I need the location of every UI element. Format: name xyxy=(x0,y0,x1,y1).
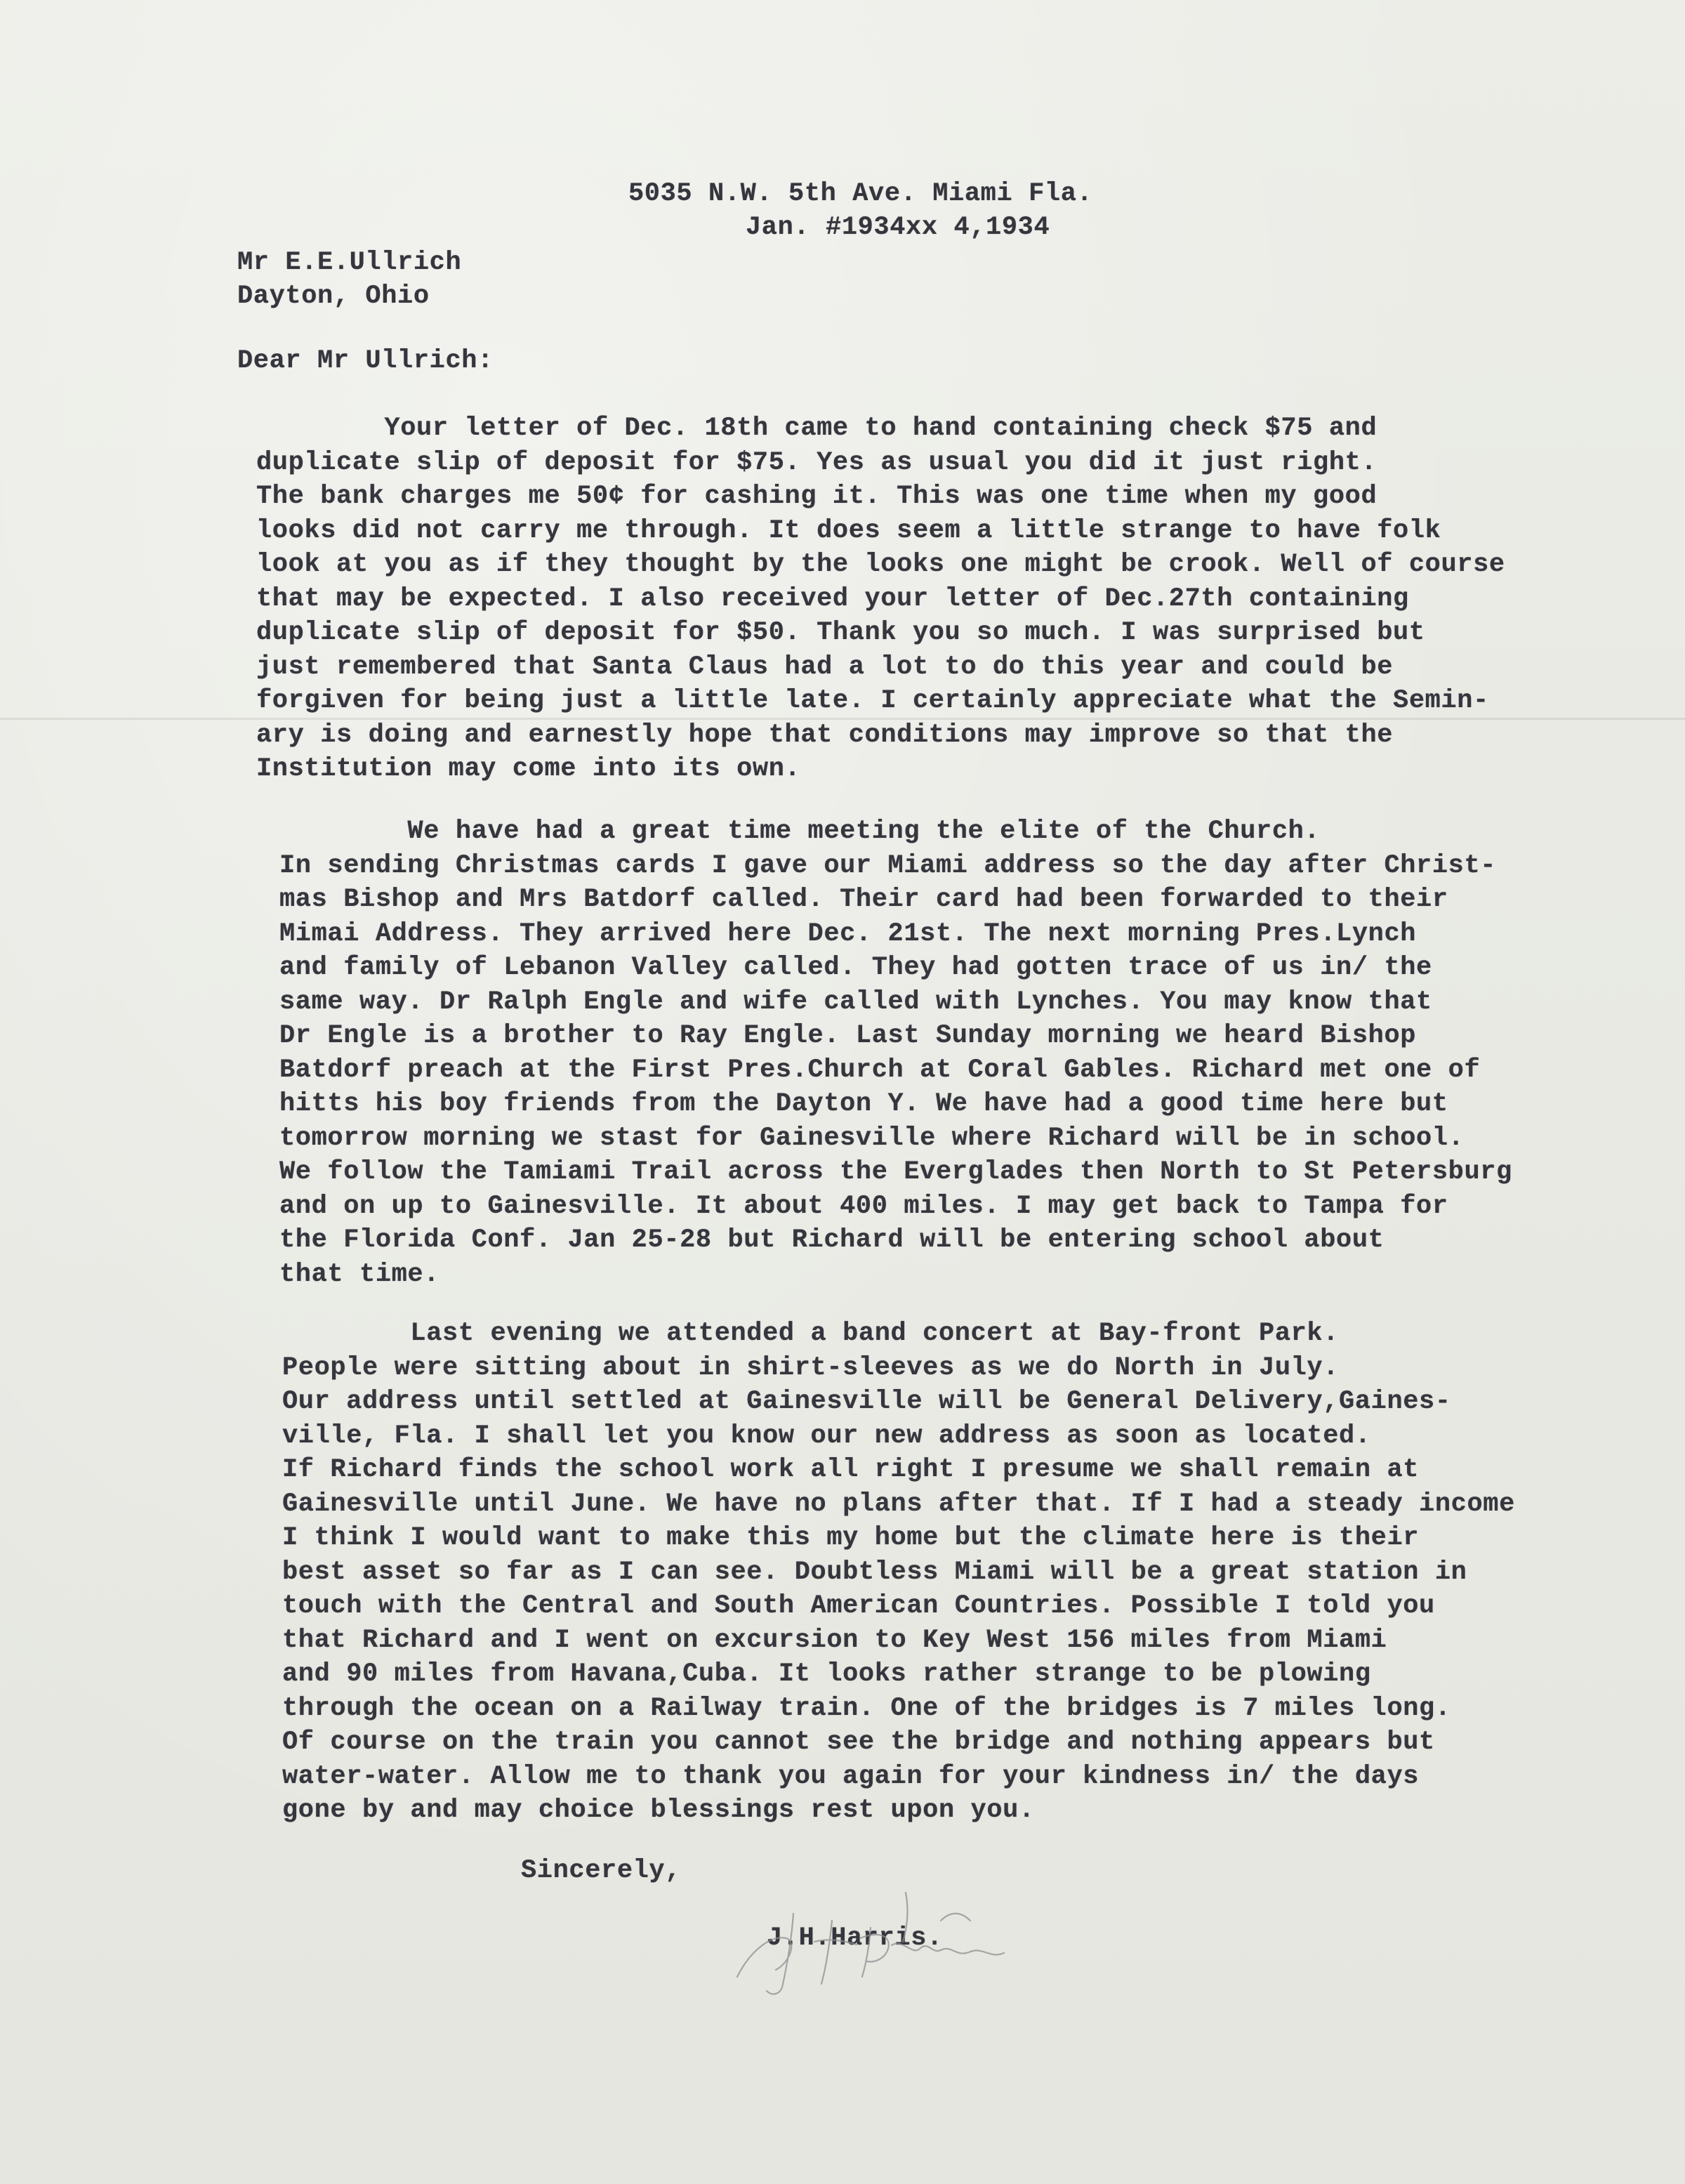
text-line: forgiven for being just a little late. I certainly appreciate what the Semin- xyxy=(256,686,1489,716)
text-line: touch with the Central and South American Countries. Possible I told you xyxy=(282,1591,1435,1621)
text-line: Batdorf preach at the First Pres.Church at Coral Gables. Richard met one of xyxy=(279,1055,1481,1085)
text-line: look at you as if they thought by the looks one might be crook. Well of course xyxy=(256,550,1505,579)
paragraph-2 xyxy=(279,815,1512,1291)
text-line: People were sitting about in shirt-sleeves as we do North in July. xyxy=(282,1353,1340,1383)
text-line: The bank charges me 50¢ for cashing it. This was one time when my good xyxy=(256,482,1377,511)
text-line: Last evening we attended a band concert at Bay-front Park. xyxy=(282,1319,1340,1348)
text-line: same way. Dr Ralph Engle and wife called with Lynches. You may know that xyxy=(279,987,1432,1017)
paragraph-3 xyxy=(282,1317,1515,1828)
text-line: that may be expected. I also received your letter of Dec.27th containing xyxy=(256,584,1409,614)
text-line: the Florida Conf. Jan 25-28 but Richard will be entering school about xyxy=(279,1225,1385,1255)
text-line: If Richard finds the school work all right I presume we shall remain at xyxy=(282,1455,1420,1485)
handwritten-signature xyxy=(709,1871,1102,1998)
text-line: looks did not carry me through. It does seem a little strange to have folk xyxy=(256,515,1441,546)
text-line: best asset so far as I can see. Doubtless Miami will be a great station in xyxy=(282,1557,1467,1587)
text-line: Your letter of Dec. 18th came to hand containing check $75 and xyxy=(256,414,1377,443)
text-line: tomorrow morning we stast for Gainesville where Richard will be in school. xyxy=(279,1123,1465,1153)
paragraph-1 xyxy=(256,412,1505,787)
text-line: Gainesville until June. We have no plans after that. If I had a steady income xyxy=(282,1489,1515,1519)
text-line: mas Bishop and Mrs Batdorf called. Their card had been forwarded to their xyxy=(279,885,1448,914)
recipient-name: Mr E.E.Ullrich xyxy=(237,248,462,277)
text-line: that Richard and I went on excursion to Key West 156 miles from Miami xyxy=(282,1625,1387,1655)
text-line: and 90 miles from Havana,Cuba. It looks rather strange to be plowing xyxy=(282,1659,1371,1689)
typed-signature: J.H.Harris. xyxy=(767,1923,943,1953)
text-line: We follow the Tamiami Trail across the Everglades then North to St Petersburg xyxy=(279,1157,1512,1187)
letter-date: Jan. #1934xx 4,1934 xyxy=(746,213,1050,242)
text-line: Our address until settled at Gainesville will be General Delivery,Gaines- xyxy=(282,1387,1451,1416)
closing: Sincerely, xyxy=(521,1856,682,1886)
text-line: that time. xyxy=(279,1259,440,1289)
text-line: ville, Fla. I shall let you know our new address as soon as located. xyxy=(282,1421,1371,1451)
text-line: just remembered that Santa Claus had a lot to do this year and could be xyxy=(256,652,1394,682)
text-line: duplicate slip of deposit for $75. Yes as usual you did it just right. xyxy=(256,447,1377,478)
text-line: ary is doing and earnestly hope that conditions may improve so that the xyxy=(256,720,1394,750)
text-line: Institution may come into its own. xyxy=(256,754,801,784)
text-line: water-water. Allow me to thank you again for your kindness in/ the days xyxy=(282,1761,1420,1791)
text-line: Dr Engle is a brother to Ray Engle. Last Sunday morning we heard Bishop xyxy=(279,1021,1417,1051)
salutation: Dear Mr Ullrich: xyxy=(237,346,494,376)
text-line: hitts his boy friends from the Dayton Y. We have had a good time here but xyxy=(279,1089,1448,1119)
text-line: and on up to Gainesville. It about 400 miles. I may get back to Tampa for xyxy=(279,1191,1448,1221)
text-line: gone by and may choice blessings rest upon you. xyxy=(282,1796,1035,1825)
text-line: Mimai Address. They arrived here Dec. 21st. The next morning Pres.Lynch xyxy=(279,919,1417,949)
sender-address: 5035 N.W. 5th Ave. Miami Fla. xyxy=(628,179,1093,209)
text-line: In sending Christmas cards I gave our Miami address so the day after Christ- xyxy=(279,850,1497,881)
text-line: duplicate slip of deposit for $50. Thank you so much. I was surprised but xyxy=(256,618,1425,647)
recipient-city: Dayton, Ohio xyxy=(237,282,430,311)
text-line: through the ocean on a Railway train. One of the bridges is 7 miles long. xyxy=(282,1693,1451,1723)
text-line: Of course on the train you cannot see the bridge and nothing appears but xyxy=(282,1728,1435,1757)
text-line: We have had a great time meeting the elite of the Church. xyxy=(279,817,1321,846)
text-line: and family of Lebanon Valley called. They had gotten trace of us in/ the xyxy=(279,953,1432,982)
text-line: I think I would want to make this my home but the climate here is their xyxy=(282,1523,1420,1553)
